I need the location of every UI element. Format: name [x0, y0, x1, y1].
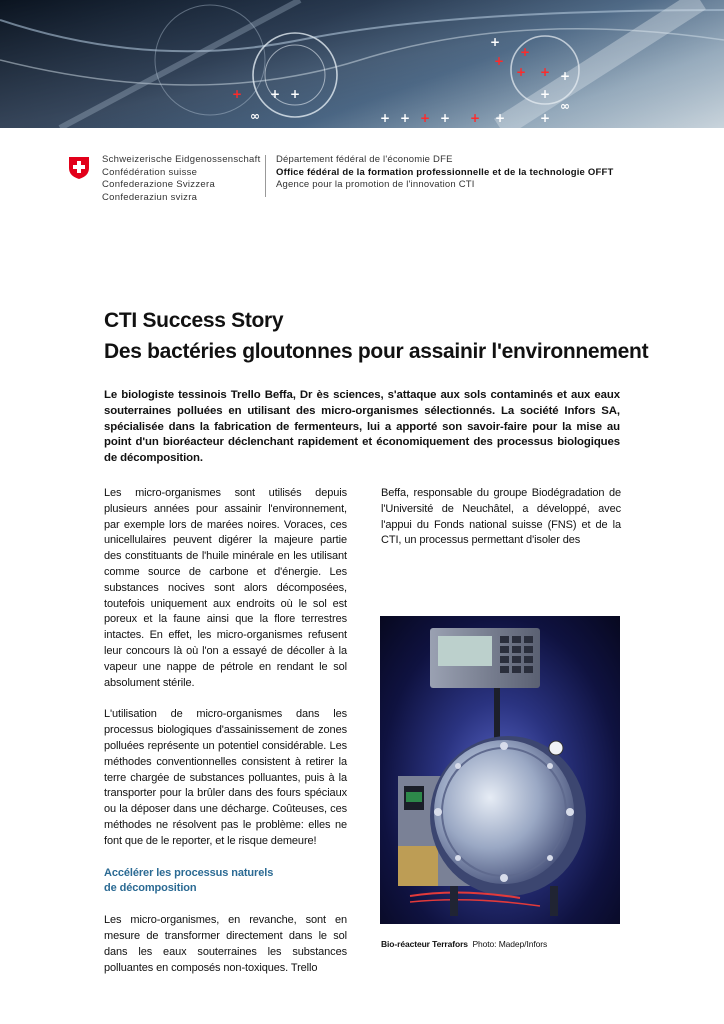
page-subtitle: Des bactéries gloutonnes pour assainir l'environnement — [104, 340, 649, 363]
page-title: CTI Success Story — [104, 309, 284, 332]
svg-text:+: + — [540, 65, 551, 79]
federation-line-de: Schweizerische Eidgenossenschaft — [102, 154, 261, 165]
banner-graphic — [0, 0, 724, 128]
svg-text:+: + — [490, 35, 501, 49]
svg-text:+: + — [540, 87, 551, 101]
svg-text:+: + — [232, 87, 243, 101]
caption-title: Bio-réacteur Terrafors — [381, 939, 468, 949]
federation-line-fr: Confédération suisse — [102, 166, 198, 178]
header-divider — [265, 155, 266, 197]
body-paragraph-1: Les micro-organismes sont utilisés depuis plusieurs années pour assainir l'environnement, par exemple lors de marées noires. Voraces, ces unicellulaires peuvent digérer la majeure partie des constituants de l'huile minérale en les utilisant comme source de carbone et d'énergie. Les substances nocives sont alors décomposées, toutefois uniquement aux endroits où le sol est poreux et la faune ainsi que la flore terrestres intactes. En effet, les micro-organismes refusent leur concours là où l'on a essayé de décoller à la vapeur une nappe de pétrole en rendant le sol absolument stérile. — [104, 487, 347, 689]
svg-text:+: + — [290, 87, 301, 101]
svg-text:+: + — [495, 111, 506, 125]
svg-text:∞: ∞ — [250, 109, 260, 123]
header-banner — [0, 0, 724, 128]
svg-text:+: + — [516, 65, 527, 79]
agency-name: Agence pour la promotion de l'innovation CTI — [276, 179, 475, 190]
section-heading-line-1: Accélérer les processus naturels — [104, 866, 274, 879]
section-heading-line-2: de décomposition — [104, 882, 197, 895]
caption-credit: Photo: Madep/Infors — [472, 939, 548, 949]
department-block — [276, 154, 613, 192]
svg-text:+: + — [560, 69, 571, 83]
svg-text:+: + — [470, 111, 481, 125]
svg-text:+: + — [494, 54, 505, 68]
federation-line-it: Confederazione Svizzera — [102, 179, 216, 190]
bioreactor-photo — [380, 616, 620, 924]
left-column — [104, 486, 347, 992]
right-column — [381, 486, 621, 565]
federation-line-rm: Confederaziun svizra — [102, 191, 198, 203]
department-name: Département fédéral de l'économie DFE — [276, 154, 453, 165]
svg-text:+: + — [400, 111, 411, 125]
lead-paragraph: Le biologiste tessinois Trello Beffa, Dr ès sciences, s'attaque aux sols contaminés et aux eaux souterraines polluées en utilisant des micro-organismes sélectionnés. La société Infors SA, spécialisée dans la fabrication de fermenteurs, lui a apporté son savoir-faire pour la mise au point d'un bioréacteur déclenchant rapidement et économiquement des processus biologiques de décomposition. — [104, 389, 620, 465]
svg-text:+: + — [270, 87, 281, 101]
photo-caption — [381, 939, 547, 949]
svg-text:+: + — [380, 111, 391, 125]
svg-text:+: + — [540, 111, 551, 125]
body-paragraph-4: Beffa, responsable du groupe Biodégradation de l'Université de Neuchâtel, a développé, avec l'appui du Fonds national suisse (FNS) et de la CTI, un processus permettant d'isoler des — [381, 487, 621, 547]
federation-names — [102, 154, 261, 204]
svg-text:∞: ∞ — [560, 99, 570, 113]
office-name: Office fédéral de la formation professionnelle et de la technologie OFFT — [276, 166, 614, 178]
svg-text:+: + — [420, 111, 431, 125]
svg-text:+: + — [520, 45, 531, 59]
section-heading — [104, 866, 347, 898]
body-paragraph-2: L'utilisation de micro-organismes dans les processus biologiques d'assainissement de zones polluées représente un potentiel considérable. Les méthodes conventionnelles consistent à retirer la terre chargée de substances polluantes, puis à la transporter pour la brûler dans des fours spéciaux ou la déposer dans une décharge. Coûteuses, ces méthodes ne résolvent pas le problème: elles ne font que de le reporter, et le risque demeure! — [104, 708, 347, 847]
svg-text:+: + — [440, 111, 451, 125]
body-paragraph-3: Les micro-organismes, en revanche, sont en mesure de transformer directement dans le sol dans les eaux souterraines les substances polluantes en composés non-toxiques. Trello — [104, 914, 347, 974]
swiss-coat-of-arms-icon — [67, 156, 91, 180]
bioreactor-illustration — [380, 616, 620, 924]
